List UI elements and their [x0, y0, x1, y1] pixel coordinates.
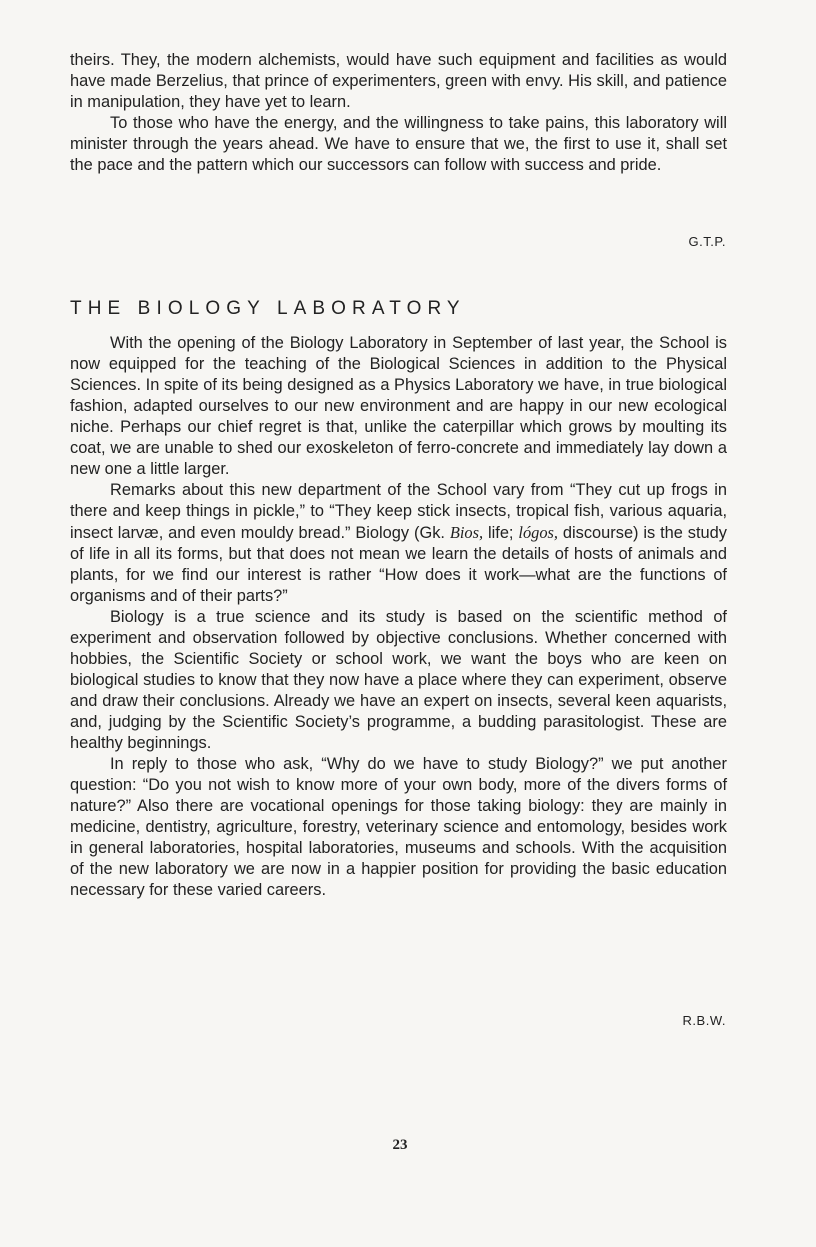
continuation-text	[70, 50, 727, 176]
paragraph: theirs. They, the modern alchemists, would have such equipment and facilities as would have made Berzelius, that prince of experimenters, green with envy. His skill, and patience in manipulation, they have yet to learn.	[70, 51, 727, 111]
paragraph: Biology is a true science and its study is based on the scientific method of experiment and observation followed by objective conclusions. Whether concerned with hobbies, the Scientific Society or school work, we want the boys who are keen on biological studies to know that they now have a place where they can experiment, observe and draw their conclusions. Already we have an expert on insects, several keen aquarists, and, judging by the Scientific Society’s programme, a budding parasitologist. These are healthy beginnings.	[70, 608, 727, 752]
italic-term: lógos,	[518, 523, 559, 542]
biology-article-body	[70, 333, 727, 901]
text-run: Remarks about this new department of the School vary from “They cut up frogs in there and keep things in pickle,” to “They keep stick insects, tropical fish, various aquaria, insect larvæ, and even mouldy bread.” Biology (Gk.	[70, 481, 727, 542]
paragraph: In reply to those who ask, “Why do we have to study Biology?” we put another question: “Do you not wish to know more of your own body, more of the divers forms of nature?” Also there are vocational openings for those taking biology: they are mainly in medicine, dentistry, agriculture, forestry, veterinary science and entomology, besides work in general laboratories, hospital laboratories, museums and schools. With the acquisition of the new laboratory we are now in a happier position for providing the basic education necessary for these varied careers.	[70, 755, 727, 899]
section-heading: THE BIOLOGY LABORATORY	[70, 298, 466, 319]
signature-gtp: G.T.P.	[688, 234, 726, 249]
paragraph: With the opening of the Biology Laboratory in September of last year, the School is now equipped for the teaching of the Biological Sciences in addition to the Physical Sciences. In spite of its being designed as a Physics Laboratory we have, in true biological fashion, adapted ourselves to our new environment and are happy in our new ecological niche. Perhaps our chief regret is that, unlike the caterpillar which grows by moulting its coat, we are unable to shed our exoskeleton of ferro-concrete and immediately lay down a new one a little larger.	[70, 334, 727, 478]
text-run: discourse) is the study of life in all its forms, but that does not mean we learn the details of hosts of animals and plants, for we find our interest is rather “How does it work—what are the functions of organisms and of their parts?”	[70, 524, 727, 605]
paragraph	[70, 480, 727, 607]
text-run: life;	[487, 524, 514, 542]
paragraph: To those who have the energy, and the willingness to take pains, this laboratory will minister through the years ahead. We have to ensure that we, the first to use it, shall set the pace and the pattern which our successors can follow with success and pride.	[70, 114, 727, 174]
signature-rbw: R.B.W.	[682, 1013, 726, 1028]
page-number: 23	[392, 1137, 408, 1153]
italic-term: Bios,	[449, 523, 484, 542]
